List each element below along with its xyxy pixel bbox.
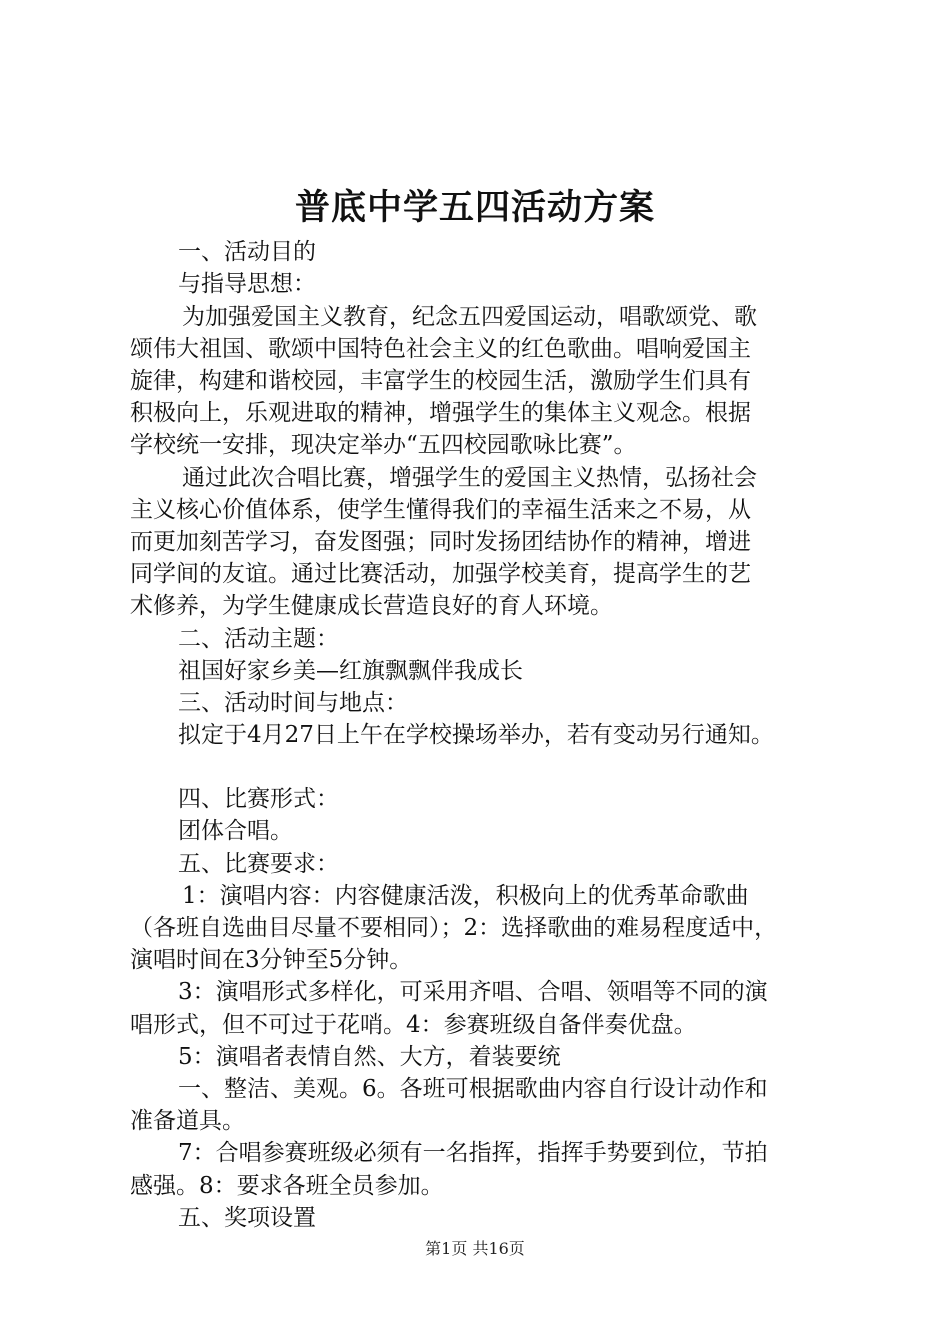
text-line: 主义核心价值体系，使学生懂得我们的幸福生活来之不易，从: [130, 497, 751, 523]
text-line: 准备道具。: [130, 1108, 245, 1134]
text-line: （各班自选曲目尽量不要相同）；2：选择歌曲的难易程度适中，: [130, 915, 778, 941]
text-line: 唱形式，但不可过于花哨。4：参赛班级自备伴奏优盘。: [130, 1012, 697, 1038]
text-line: 旋律，构建和谐校园，丰富学生的校园生活，激励学生们具有: [130, 368, 751, 394]
text-line: 积极向上，乐观进取的精神，增强学生的集体主义观念。根据: [130, 400, 751, 426]
text-line: 感强。8：要求各班全员参加。: [130, 1173, 444, 1199]
text-line: 术修养，为学生健康成长营造良好的育人环境。: [130, 593, 613, 619]
text-line: 五、奖项设置: [178, 1205, 316, 1231]
text-line: 颂伟大祖国、歌颂中国特色社会主义的红色歌曲。唱响爱国主: [130, 336, 751, 362]
text-line: 祖国好家乡美—红旗飘飘伴我成长: [178, 658, 523, 684]
text-line: 5：演唱者表情自然、大方，着装要统: [178, 1044, 561, 1070]
text-line: 1：演唱内容：内容健康活泼，积极向上的优秀革命歌曲: [182, 883, 749, 909]
text-line: 拟定于4月27日上午在学校操场举办，若有变动另行通知。: [178, 722, 774, 748]
text-line: 三、活动时间与地点：: [178, 690, 408, 716]
text-line: 团体合唱。: [178, 818, 293, 844]
text-line: 通过此次合唱比赛，增强学生的爱国主义热情，弘扬社会: [182, 465, 757, 491]
text-line: 一、整洁、美观。6。各班可根据歌曲内容自行设计动作和: [178, 1076, 768, 1102]
text-line: 四、比赛形式：: [178, 786, 339, 812]
text-line: 与指导思想：: [178, 271, 316, 297]
document-title: 普底中学五四活动方案: [294, 187, 655, 228]
text-line: 而更加刻苦学习，奋发图强；同时发扬团结协作的精神，增进: [130, 529, 751, 555]
text-line: 同学间的友谊。通过比赛活动，加强学校美育，提高学生的艺: [130, 561, 751, 587]
text-line: 演唱时间在3分钟至5分钟。: [130, 947, 413, 973]
text-line: 7：合唱参赛班级必须有一名指挥，指挥手势要到位，节拍: [178, 1140, 768, 1166]
text-line: 3：演唱形式多样化，可采用齐唱、合唱、领唱等不同的演: [178, 979, 768, 1005]
text-line: 二、活动主题：: [178, 626, 339, 652]
text-line: 一、活动目的: [178, 239, 316, 265]
text-line: 五、比赛要求：: [178, 851, 339, 877]
page-number: 第1页 共16页: [425, 1239, 525, 1258]
text-line: 为加强爱国主义教育，纪念五四爱国运动，唱歌颂党、歌: [182, 304, 757, 330]
text-line: 学校统一安排，现决定举办“五四校园歌咏比赛”。: [130, 432, 637, 458]
